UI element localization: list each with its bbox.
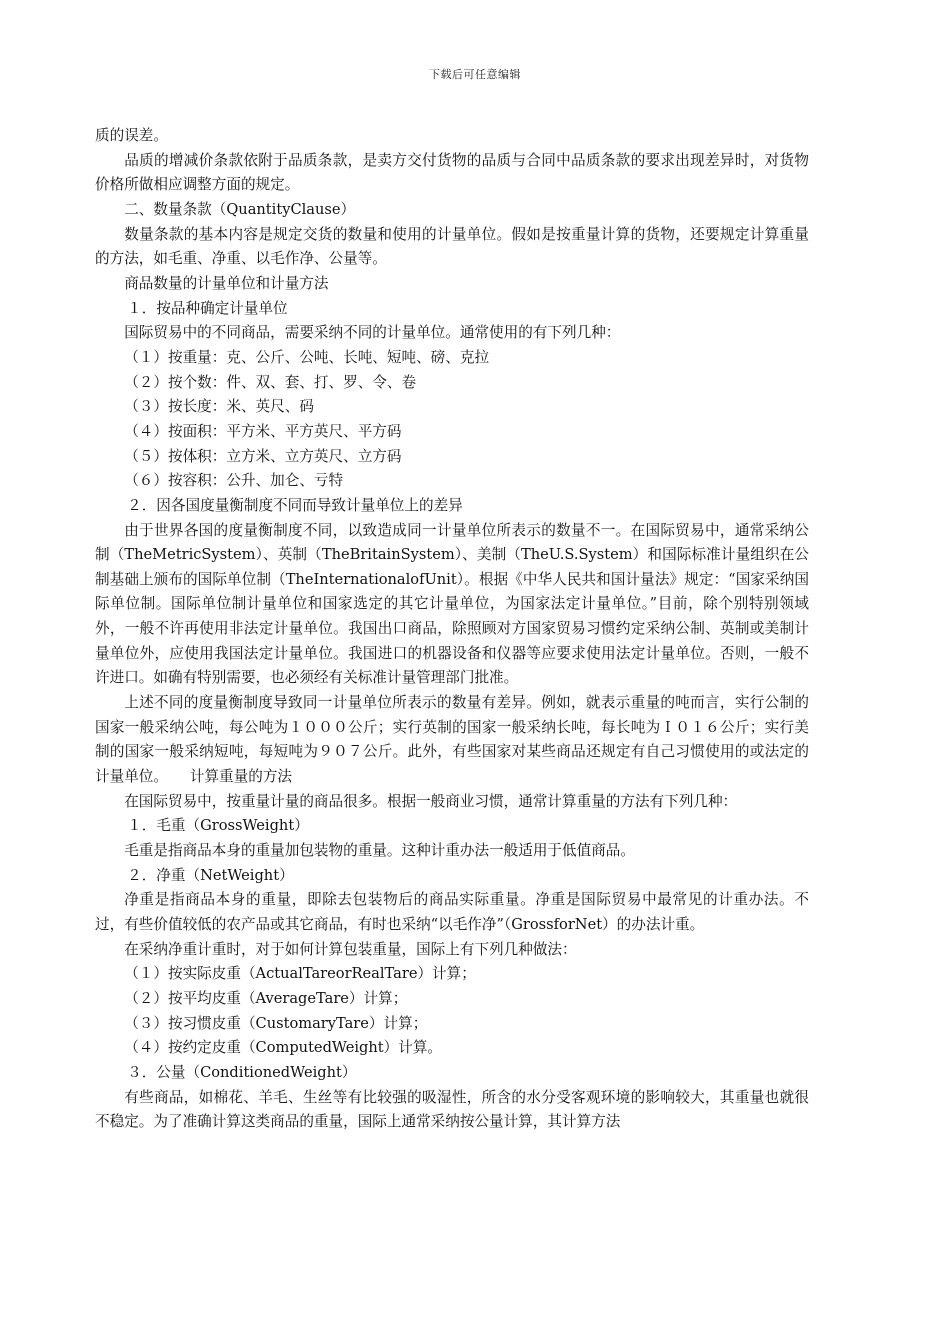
numbered-item: ３．公量（ConditionedWeight） (127, 1063, 357, 1081)
numbered-item: １．毛重（GrossWeight） (127, 817, 309, 835)
list-item: （２）按个数：件、双、套、打、罗、令、卷 (124, 373, 417, 391)
list-item: （３）按长度：米、英尺、码 (124, 398, 314, 416)
paragraph: 质的误差。 (95, 127, 168, 144)
paragraph: 上述不同的度量衡制度导致同一计量单位所表示的数量有差异。例如，就表示重量的吨而言，实行公制的国家一般采纳公吨，每公吨为１０００公斤；实行英制的国家一般采纳长吨，每长吨为Ｉ０１６公斤；实行美制的国家一般采纳短吨，每短吨为９０７公斤。此外，有些国家对某些商品还规定有自己习惯使用的或法定的计量单位。 计算重量的方法 (95, 694, 809, 786)
paragraph: 有些商品，如棉花、羊毛、生丝等有比较强的吸湿性，所含的水分受客观环境的影响较大，其重量也就很不稳定。为了准确计算这类商品的重量，国际上通常采纳按公量计算，其计算方法 (95, 1088, 809, 1131)
list-item: （１）按实际皮重（ActualTareorRealTare）计算； (124, 965, 476, 983)
list-item: （３）按习惯皮重（CustomaryTare）计算； (124, 1014, 428, 1032)
list-item: （１）按重量：克、公斤、公吨、长吨、短吨、磅、克拉 (124, 348, 490, 366)
numbered-item: ２．净重（NetWeight） (127, 866, 294, 884)
list-item: （２）按平均皮重（AverageTare）计算； (124, 989, 408, 1007)
paragraph: 品质的增减价条款依附于品质条款，是卖方交付货物的品质与合同中品质条款的要求出现差异时，对货物价格所做相应调整方面的规定。 (95, 151, 809, 194)
section-heading: 二、数量条款（QuantityClause） (124, 200, 356, 218)
page-header: 下载后可任意编辑 (429, 68, 521, 81)
paragraph: 由于世界各国的度量衡制度不同，以致造成同一计量单位所表示的数量不一。在国际贸易中，通常采纳公制（TheMetricSystem）、英制（TheBritainSystem）、美制（TheU.S.System）和国际标准计量组织在公制基础上颁布的国际单位制（TheInternationalofUnit）。根据《中华人民共和国计量法》规定：“国家采纳国际单位制。国际单位制计量单位和国家选定的其它计量单位，为国家法定计量单位。”目前，除个别特别领域外，一般不许再使用非法定计量单位。我国出口商品，除照顾对方国家贸易习惯约定采纳公制、英制或美制计量单位外，应使用我国法定计量单位。我国进口的机器设备和仪器等应要求使用法定计量单位。否则，一般不许进口。如确有特别需要，也必须经有关标准计量管理部门批准。 (95, 521, 809, 687)
numbered-item: ２．因各国度量衡制度不同而导致计量单位上的差异 (127, 496, 463, 514)
paragraph: 在采纳净重计重时，对于如何计算包装重量，国际上有下列几种做法： (124, 940, 577, 958)
paragraph: 毛重是指商品本身的重量加包装物的重量。这种计重办法一般适用于低值商品。 (124, 842, 635, 860)
paragraph: 在国际贸易中，按重量计量的商品很多。根据一般商业习惯，通常计算重量的方法有下列几种： (124, 792, 738, 810)
list-item: （６）按容积：公升、加仑、亏特 (124, 472, 344, 490)
document-body (95, 124, 809, 1135)
numbered-item: １．按品种确定计量单位 (127, 299, 288, 317)
paragraph: 数量条款的基本内容是规定交货的数量和使用的计量单位。假如是按重量计算的货物，还要规定计算重量的方法，如毛重、净重、以毛作净、公量等。 (95, 225, 809, 268)
paragraph: 净重是指商品本身的重量，即除去包装物后的商品实际重量。净重是国际贸易中最常见的计重办法。不过，有些价值较低的农产品或其它商品，有时也采纳“以毛作净”（GrossforNet）的办法计重。 (95, 891, 809, 933)
subheading: 商品数量的计量单位和计量方法 (124, 274, 329, 292)
list-item: （４）按约定皮重（ComputedWeight）计算。 (124, 1039, 443, 1057)
paragraph: 国际贸易中的不同商品，需要采纳不同的计量单位。通常使用的有下列几种： (124, 324, 621, 342)
list-item: （４）按面积：平方米、平方英尺、平方码 (124, 422, 402, 440)
list-item: （５）按体积：立方米、立方英尺、立方码 (124, 447, 402, 465)
